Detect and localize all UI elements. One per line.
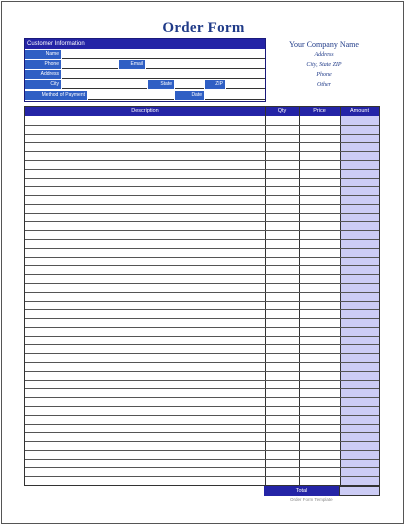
table-row-line — [25, 239, 379, 240]
address-field[interactable] — [62, 70, 265, 79]
table-row-line — [25, 459, 379, 460]
company-info — [268, 40, 380, 90]
email-field[interactable] — [146, 60, 265, 69]
phone-label: Phone — [25, 60, 61, 69]
table-row-line — [25, 292, 379, 293]
payment-field[interactable] — [88, 91, 174, 100]
customer-info-section — [24, 38, 266, 102]
name-field[interactable] — [62, 50, 265, 59]
total-amount-field[interactable] — [339, 486, 380, 496]
table-row-line — [25, 441, 379, 442]
table-row-line — [25, 476, 379, 477]
table-row-line — [25, 186, 379, 187]
table-row-line — [25, 353, 379, 354]
items-header-row — [25, 107, 379, 116]
zip-field[interactable] — [226, 80, 265, 89]
footer-text: Order Form Template — [290, 497, 333, 502]
name-label: Name — [25, 50, 61, 59]
table-row-line — [25, 265, 379, 266]
company-city-state-zip: City, State ZIP — [306, 62, 342, 68]
qty-column-divider — [265, 107, 266, 485]
date-label: Date — [175, 91, 204, 100]
table-row-line — [25, 467, 379, 468]
table-row-line — [25, 450, 379, 451]
table-row-line — [25, 336, 379, 337]
table-row-line — [25, 424, 379, 425]
table-row-line — [25, 274, 379, 275]
table-row-line — [25, 283, 379, 284]
company-address: Address — [314, 52, 334, 58]
table-row-line — [25, 388, 379, 389]
table-row-line — [25, 125, 379, 126]
table-row-line — [25, 432, 379, 433]
table-row-line — [25, 301, 379, 302]
amount-column-divider — [340, 107, 341, 485]
email-label: Email — [119, 60, 145, 69]
table-row-line — [25, 195, 379, 196]
table-row-line — [25, 142, 379, 143]
table-row-line — [25, 230, 379, 231]
table-row-line — [25, 169, 379, 170]
table-row-line — [25, 160, 379, 161]
company-other: Other — [317, 82, 331, 88]
table-row-line — [25, 318, 379, 319]
page-title: Order Form — [162, 20, 245, 36]
table-row-line — [25, 151, 379, 152]
table-row-line — [25, 327, 379, 328]
price-header: Price — [313, 108, 326, 114]
city-field[interactable] — [62, 80, 147, 89]
total-label: Total — [264, 486, 339, 496]
payment-label: Method of Payment — [25, 91, 87, 100]
zip-label: ZIP — [205, 80, 225, 89]
table-row-line — [25, 221, 379, 222]
date-field[interactable] — [205, 91, 265, 100]
table-row-line — [25, 248, 379, 249]
table-row-line — [25, 178, 379, 179]
table-row-line — [25, 204, 379, 205]
company-phone: Phone — [316, 72, 332, 78]
table-row-line — [25, 257, 379, 258]
phone-field[interactable] — [62, 60, 118, 69]
city-label: City — [25, 80, 61, 89]
table-row-line — [25, 362, 379, 363]
items-table — [24, 106, 380, 486]
price-column-divider — [299, 107, 300, 485]
state-field[interactable] — [175, 80, 204, 89]
table-row-line — [25, 309, 379, 310]
amount-header: Amount — [350, 108, 369, 114]
table-row-line — [25, 134, 379, 135]
table-row-line — [25, 415, 379, 416]
table-row-line — [25, 406, 379, 407]
table-row-line — [25, 213, 379, 214]
table-row-line — [25, 397, 379, 398]
customer-info-header: Customer Information — [25, 39, 265, 49]
company-name: Your Company Name — [289, 40, 359, 49]
qty-header: Qty — [277, 108, 287, 114]
table-row-line — [25, 371, 379, 372]
state-label: State — [148, 80, 174, 89]
address-label: Address — [25, 70, 61, 79]
table-row-line — [25, 344, 379, 345]
table-row-line — [25, 380, 379, 381]
description-header: Description — [131, 108, 159, 114]
